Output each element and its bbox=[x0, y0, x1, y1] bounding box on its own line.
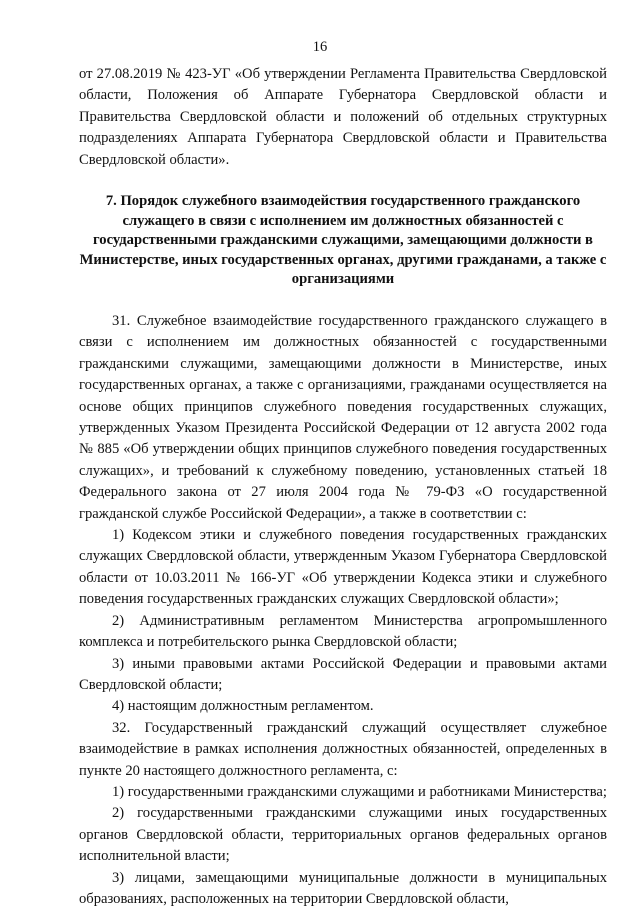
list-item-32-3: 3) лицами, замещающими муниципальные должности в муниципальных образованиях, расположенных на территории Свердловской области, bbox=[79, 869, 607, 907]
paragraph-32: 32. Государственный гражданский служащий осуществляет служебное взаимодействие в рамках исполнения должностных обязанностей, определенных в пункте 20 настоящего должностного регламента, с: bbox=[79, 719, 607, 779]
list-item-31-1: 1) Кодексом этики и служебного поведения государственных гражданских служащих Свердловской области, утвержденным Указом Губернатора Свердловской области от 10.03.2011 № 166-УГ «Об утверждении Кодекса этики и служебного поведения государственных гражданских служащих Свердловской области»; bbox=[79, 527, 607, 608]
paragraph-31: 31. Служебное взаимодействие государственного гражданского служащего в связи с исполнением им должностных обязанностей с государственными гражданскими служащими, замещающими должности в Министерстве, иных государственных органах, а также с организациями, гражданами осуществляется на основе общих принципов служебного поведения государственных служащих, утвержденных Указом Президента Российской Федерации от 12 августа 2002 года № 885 «Об утверждении общих принципов служебного поведения государственных служащих», и требований к служебному поведению, установленных статьей 18 Федерального закона от 27 июля 2004 года № 79-ФЗ «О государственной гражданской службе Российской Федерации», а также в соответствии с: bbox=[79, 313, 607, 522]
list-item-32-1: 1) государственными гражданскими служащими и работниками Министерства; bbox=[112, 783, 607, 800]
list-item-31-2: 2) Административным регламентом Министерства агропромышленного комплекса и потребительского рынка Свердловской области; bbox=[79, 612, 607, 651]
page-number: 16 bbox=[312, 39, 328, 55]
section-heading: 7. Порядок служебного взаимодействия государственного гражданского служащего в связи с исполнением им должностных обязанностей с государственными гражданскими служащими, замещающими должности в Министерстве, иных государственных органах, другими гражданами, а также с организациями bbox=[79, 193, 607, 288]
list-item-32-2: 2) государственными гражданскими служащими иных государственных органов Свердловской области, территориальных органов федеральных органов исполнительной власти; bbox=[79, 805, 607, 865]
list-item-31-4: 4) настоящим должностным регламентом. bbox=[112, 698, 374, 715]
list-item-31-3: 3) иными правовыми актами Российской Федерации и правовыми актами Свердловской области; bbox=[79, 655, 607, 693]
intro-paragraph: от 27.08.2019 № 423-УГ «Об утверждении Регламента Правительства Свердловской области, Положения об Аппарате Губернатора Свердловской области и Правительства Свердловской области и положений об отдельных структурных подразделениях Аппарата Губернатора Свердловской области и Правительства Свердловской области». bbox=[79, 66, 607, 168]
document-body bbox=[79, 64, 607, 910]
